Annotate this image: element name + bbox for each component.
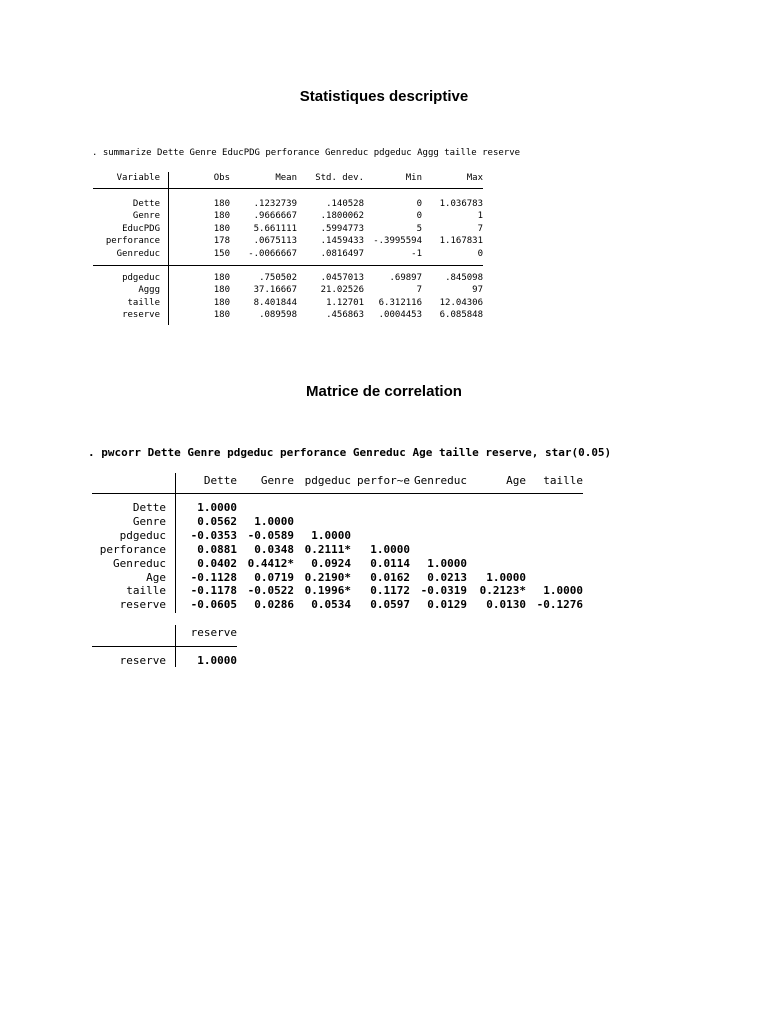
summary-cell: 180 — [213, 223, 230, 234]
correlation-cell: 0.0402 — [197, 556, 237, 570]
correlation-cell: 0.0924 — [311, 556, 351, 570]
correlation-cell: 1.0000 — [197, 501, 237, 514]
correlation-row-label: Dette — [132, 501, 166, 514]
summary-cell: 5 — [416, 223, 422, 234]
summary-cell: 1.036783 — [439, 199, 483, 209]
summary-cell: -.0066667 — [248, 248, 297, 259]
correlation-header-cell: perfor~e — [357, 474, 410, 487]
correlation-header-cell: Dette — [203, 474, 237, 487]
correlation-cell: -0.0522 — [247, 584, 294, 598]
summary-row-label: taille — [127, 297, 160, 308]
correlation-cell: -0.0589 — [247, 528, 294, 542]
correlation-row-label: Genre — [132, 514, 166, 528]
correlation-header-cell: Age — [506, 474, 526, 487]
summary-cell: .0675113 — [253, 236, 297, 247]
summary-cell: 180 — [213, 285, 230, 296]
correlation-header-cell: Genreduc — [414, 474, 467, 487]
correlation-cell: 1.0000 — [370, 542, 410, 556]
correlation-header-cell: reserve — [190, 626, 237, 639]
summary-cell: 37.16667 — [253, 285, 297, 296]
correlation-cell: 0.0286 — [254, 598, 294, 612]
correlation-header-rule-2 — [92, 646, 237, 647]
summary-row-label: pdgeduc — [122, 273, 160, 283]
summary-cell: 1.12701 — [326, 297, 364, 308]
pwcorr-command: . pwcorr Dette Genre pdgeduc perforance Genreduc Age taille reserve, star(0.05) — [88, 446, 612, 459]
correlation-cell: 0.2190* — [304, 570, 351, 584]
summary-cell: 8.401844 — [253, 297, 297, 308]
summary-cell: .1800062 — [320, 211, 364, 222]
correlation-cell: 0.0562 — [197, 514, 237, 528]
summary-cell: 5.661111 — [253, 223, 297, 234]
summary-group-rule — [93, 265, 483, 266]
correlation-cell: -0.1128 — [190, 570, 237, 584]
correlation-header-rule — [92, 493, 583, 494]
summary-row-label: EducPDG — [122, 223, 160, 234]
summary-header-cell: Obs — [213, 173, 230, 183]
summary-cell: 180 — [213, 310, 230, 321]
correlation-cell: 0.2123* — [479, 584, 526, 598]
correlation-row-label: reserve — [119, 654, 166, 667]
summary-cell: 1.167831 — [439, 236, 483, 247]
correlation-row-label: perforance — [99, 542, 166, 556]
correlation-cell: 0.1172 — [370, 584, 410, 598]
summary-cell: -1 — [411, 248, 422, 259]
correlation-cell: 1.0000 — [543, 584, 583, 598]
correlation-cell: -0.0353 — [190, 528, 237, 542]
summary-cell: 12.04306 — [439, 297, 483, 308]
summary-row-label: Dette — [132, 199, 160, 209]
summary-cell: 180 — [213, 211, 230, 222]
summary-cell: .456863 — [326, 310, 364, 321]
summary-cell: 178 — [213, 236, 230, 247]
summary-cell: .1459433 — [320, 236, 364, 247]
summary-cell: .0457013 — [320, 273, 364, 283]
summary-header-cell: Mean — [275, 173, 297, 183]
correlation-cell: 0.0129 — [427, 598, 467, 612]
summary-header-cell: Max — [466, 173, 483, 183]
summary-cell: 7 — [416, 285, 422, 296]
summary-cell: .140528 — [326, 199, 364, 209]
correlation-cell: 0.0162 — [370, 570, 410, 584]
correlation-cell: 0.0719 — [254, 570, 294, 584]
correlation-cell: -0.0319 — [420, 584, 467, 598]
correlation-cell: 1.0000 — [254, 514, 294, 528]
summary-cell: .69897 — [389, 273, 422, 283]
summary-cell: 180 — [213, 199, 230, 209]
correlation-header-cell: Genre — [260, 474, 294, 487]
correlation-header-cell: pdgeduc — [304, 474, 351, 487]
summary-cell: 150 — [213, 248, 230, 259]
correlation-cell: 0.1996* — [304, 584, 351, 598]
summary-cell: .750502 — [259, 273, 297, 283]
summary-cell: 180 — [213, 297, 230, 308]
correlation-title: Matrice de correlation — [306, 383, 462, 400]
summary-title: Statistiques descriptive — [299, 88, 469, 105]
summary-cell: .5994773 — [320, 223, 364, 234]
correlation-cell: 0.0130 — [486, 598, 526, 612]
summary-cell: .0816497 — [320, 248, 364, 259]
correlation-cell: 1.0000 — [486, 570, 526, 584]
summary-cell: .089598 — [259, 310, 297, 321]
correlation-cell: -0.1178 — [190, 584, 237, 598]
correlation-cell: -0.1276 — [536, 598, 583, 612]
correlation-cell: 0.0597 — [370, 598, 410, 612]
summary-cell: 97 — [472, 285, 483, 296]
summary-row-label: perforance — [105, 236, 160, 247]
summary-cell: 0 — [416, 199, 422, 209]
summary-cell: 0 — [416, 211, 422, 222]
correlation-row-label: reserve — [119, 598, 166, 612]
correlation-cell: 0.0348 — [254, 542, 294, 556]
correlation-row-label: pdgeduc — [119, 528, 166, 542]
correlation-row-label: Genreduc — [113, 556, 166, 570]
summary-row-label: Genreduc — [116, 248, 160, 259]
summary-cell: .1232739 — [253, 199, 297, 209]
correlation-row-label: taille — [126, 584, 166, 598]
correlation-cell: 0.2111* — [304, 542, 351, 556]
summary-cell: 6.085848 — [439, 310, 483, 321]
summary-header-rule — [93, 188, 483, 189]
correlation-cell: 1.0000 — [197, 654, 237, 667]
correlation-cell: 0.0881 — [197, 542, 237, 556]
summary-row-label: Aggg — [138, 285, 160, 296]
summary-cell: 0 — [477, 248, 483, 259]
correlation-cell: 1.0000 — [311, 528, 351, 542]
summary-cell: 6.312116 — [378, 297, 422, 308]
summary-row-label: Genre — [132, 211, 160, 222]
summary-cell: 7 — [477, 223, 483, 234]
summary-header-cell: Std. dev. — [315, 173, 364, 183]
summary-header-cell: Min — [405, 173, 422, 183]
summary-cell: .9666667 — [253, 211, 297, 222]
correlation-vertical-rule — [175, 473, 176, 613]
correlation-cell: -0.0605 — [190, 598, 237, 612]
correlation-cell: 0.4412* — [247, 556, 294, 570]
correlation-header-cell: taille — [543, 474, 583, 487]
summary-row-label: reserve — [122, 310, 160, 321]
summary-cell: -.3995594 — [373, 236, 422, 247]
summary-header-cell: Variable — [116, 173, 160, 183]
correlation-vertical-rule-2 — [175, 625, 176, 667]
summary-cell: 180 — [213, 273, 230, 283]
summarize-command: . summarize Dette Genre EducPDG perforance Genreduc pdgeduc Aggg taille reserve — [92, 148, 521, 158]
summary-cell: .845098 — [445, 273, 483, 283]
correlation-cell: 0.0213 — [427, 570, 467, 584]
correlation-cell: 0.0114 — [370, 556, 410, 570]
summary-vertical-rule — [168, 172, 169, 325]
summary-cell: 1 — [477, 211, 483, 222]
summary-cell: .0004453 — [378, 310, 422, 321]
summary-cell: 21.02526 — [320, 285, 364, 296]
correlation-cell: 1.0000 — [427, 556, 467, 570]
correlation-row-label: Age — [146, 570, 166, 584]
correlation-cell: 0.0534 — [311, 598, 351, 612]
